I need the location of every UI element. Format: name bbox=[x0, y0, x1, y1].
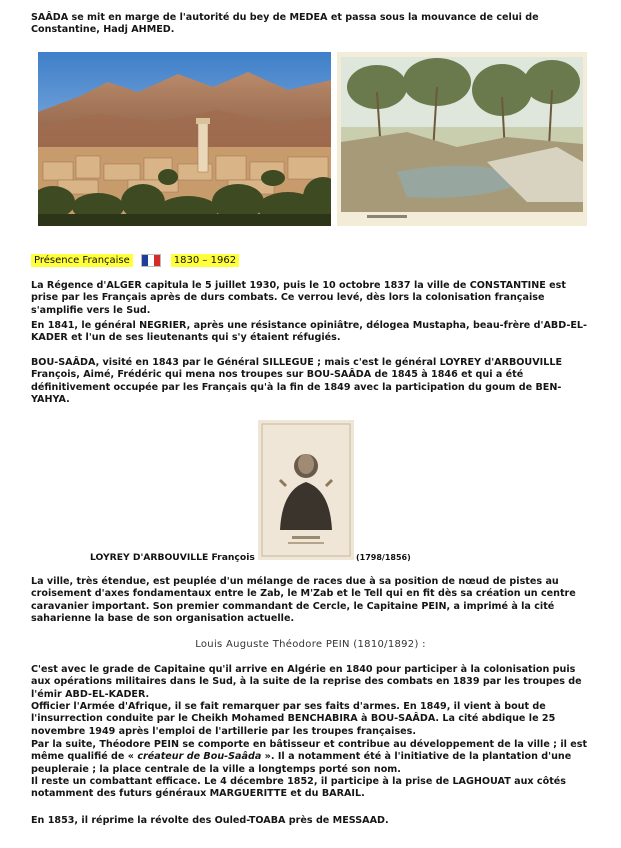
paragraph-pein-arrival: C'est avec le grade de Capitaine qu'il arrive en Algérie en 1840 pour participer à la colonisation puis aux opérations militaires dans le Sud, à la suite de la reprise des combats en 1839 par les troupes de l'émir ABD-EL-KADER. bbox=[31, 664, 582, 700]
paragraph-regence: La Régence d'ALGER capitula le 5 juillet 1930, puis le 10 octobre 1837 la ville de CONSTANTINE est prise par les Français après de durs combats. Ce verrou levé, dès lors la colonisation française s'amplifie vers le Sud. bbox=[31, 280, 566, 316]
paragraph-bou-saada: BOU-SAÂDA, visité en 1843 par le Général SILLEGUE ; mais c'est le général LOYREY d'ARBOUVILLE François, Aimé, Frédéric qui mena nos troupes sur BOU-SAÂDA de 1845 à 1846 et qui a été définitivement occupée par les Français qu'à la fin de 1849 avec la participation du goum de BEN-YAHYA. bbox=[31, 357, 563, 406]
paragraph-negrier: En 1841, le général NEGRIER, après une résistance opiniâtre, délogea Mustapha, beau-frère d'ABD-EL-KADER et l'un de ses lieutenants qui s'y étaient réfugiés. bbox=[31, 320, 587, 344]
paragraph-pein-builder bbox=[31, 739, 591, 776]
paragraph-pein-1853: En 1853, il réprime la révolte des Ouled-TOABA près de MESSAAD. bbox=[31, 815, 389, 826]
pein-builder-quote: créateur de Bou-Saâda bbox=[137, 751, 262, 763]
banner-period: 1830 – 1962 bbox=[171, 254, 239, 267]
town-photo bbox=[38, 52, 331, 226]
paragraph-ville: La ville, très étendue, est peuplée d'un mélange de races due à sa position de nœud de pistes au croisement d'axes fondamentaux entre le Zab, le M'Zab et le Tell qui en fit dès sa création un centre caravanier important. Son premier commandant de Cercle, le Capitaine PEIN, a imprimé à la cité saharienne la base de son organisation actuelle. bbox=[31, 576, 576, 625]
pein-builder-text-post: ». Il a notamment été à l'initiative de la plantation d'une peupleraie ; la place centrale de la ville a longtemps porté son nom. bbox=[31, 751, 572, 775]
section-heading-pein: Louis Auguste Théodore PEIN (1810/1892) : bbox=[195, 639, 426, 650]
french-flag-icon bbox=[141, 254, 161, 267]
oasis-postcard-photo bbox=[337, 52, 587, 226]
pein-builder-text-pre: Par la suite, Théodore PEIN se comporte en bâtisseur et contribue au développement de la ville ; il est même qualifié de « bbox=[31, 739, 588, 763]
paragraph-pein-laghouat: Il reste un combattant efficace. Le 4 décembre 1852, il participe à la prise de LAGHOUAT aux côtés notamment des futurs généraux MARGUERITTE et du BARAIL. bbox=[31, 776, 567, 800]
french-presence-banner bbox=[31, 253, 239, 268]
portrait-dates-caption: (1798/1856) bbox=[356, 553, 411, 562]
banner-label: Présence Française bbox=[31, 254, 133, 267]
paragraph-pein-officer: Officier l'Armée d'Afrique, il se fait remarquer par ses faits d'armes. En 1849, il vient à bout de l'insurrection conduite par le Cheikh Mohamed BENCHABIRA à BOU-SAÂDA. La cité abdique le 25 novembre 1949 après l'emploi de l'artillerie par les troupes françaises. bbox=[31, 701, 556, 737]
portrait-engraving bbox=[258, 420, 354, 560]
portrait-name-caption: LOYREY D'ARBOUVILLE François bbox=[90, 552, 255, 563]
intro-paragraph: SAÂDA se mit en marge de l'autorité du bey de MEDEA et passa sous la mouvance de celui de Constantine, Hadj AHMED. bbox=[31, 12, 539, 36]
